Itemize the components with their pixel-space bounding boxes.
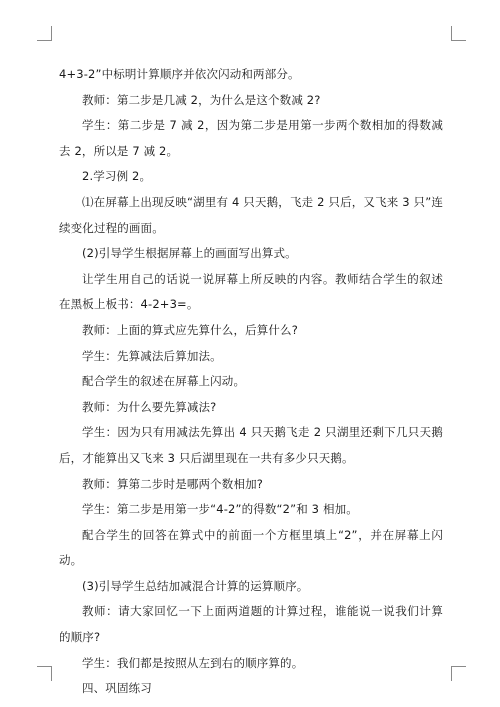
paragraph: 教师：算第二步时是哪两个数相加? bbox=[82, 476, 264, 491]
paragraph: 学生：第二步是用第一步“4-2”的得数“2”和 3 相加。 bbox=[82, 502, 358, 517]
paragraph: 4+3-2”中标明计算顺序并依次闪动和两部分。 bbox=[59, 67, 300, 81]
paragraph: 让学生用自己的话说一说屏幕上所反映的内容。教师结合学生的叙述在黑板上板书：4-2+3=。 bbox=[59, 271, 443, 312]
paragraph: (3)引导学生总结加减混合计算的运算顺序。 bbox=[82, 578, 309, 593]
paragraph: 学生：第二步是 7 减 2，因为第二步是用第一步两个数相加的得数减去 2，所以是 7 减 2。 bbox=[59, 118, 443, 158]
paragraph: (2)引导学生根据屏幕上的画面写出算式。 bbox=[82, 246, 297, 261]
section-heading: 2.学习例 2。 bbox=[82, 169, 152, 184]
section-heading: 四、巩固练习 bbox=[82, 681, 152, 696]
paragraph: 教师：为什么要先算减法? bbox=[82, 399, 217, 414]
paragraph: 配合学生的回答在算式中的前面一个方框里填上“2”，并在屏幕上闪动。 bbox=[59, 527, 443, 568]
document-body bbox=[59, 62, 443, 702]
paragraph: 学生：我们都是按照从左到右的顺序算的。 bbox=[82, 655, 304, 670]
paragraph: 教师：第二步是几减 2，为什么是这个数减 2? bbox=[82, 92, 321, 107]
paragraph: 教师：请大家回忆一下上面两道题的计算过程，谁能说一说我们计算的顺序? bbox=[59, 604, 443, 645]
crop-mark-top-right bbox=[451, 26, 466, 41]
crop-mark-top-left bbox=[37, 26, 52, 41]
paragraph: 学生：先算减法后算加法。 bbox=[82, 348, 222, 363]
paragraph: ⑴在屏幕上出现反映“湖里有 4 只天鹅，飞走 2 只后，又飞来 3 只”连续变化过程的画面。 bbox=[59, 194, 443, 235]
crop-mark-bottom-right bbox=[451, 666, 466, 681]
paragraph: 学生：因为只有用减法先算出 4 只天鹅飞走 2 只湖里还剩下几只天鹅后，才能算出又飞来 3 只后湖里现在一共有多少只天鹅。 bbox=[59, 425, 443, 465]
paragraph: 配合学生的叙述在屏幕上闪动。 bbox=[82, 374, 246, 389]
crop-mark-bottom-left bbox=[37, 666, 52, 681]
paragraph: 教师：上面的算式应先算什么，后算什么? bbox=[82, 322, 298, 337]
